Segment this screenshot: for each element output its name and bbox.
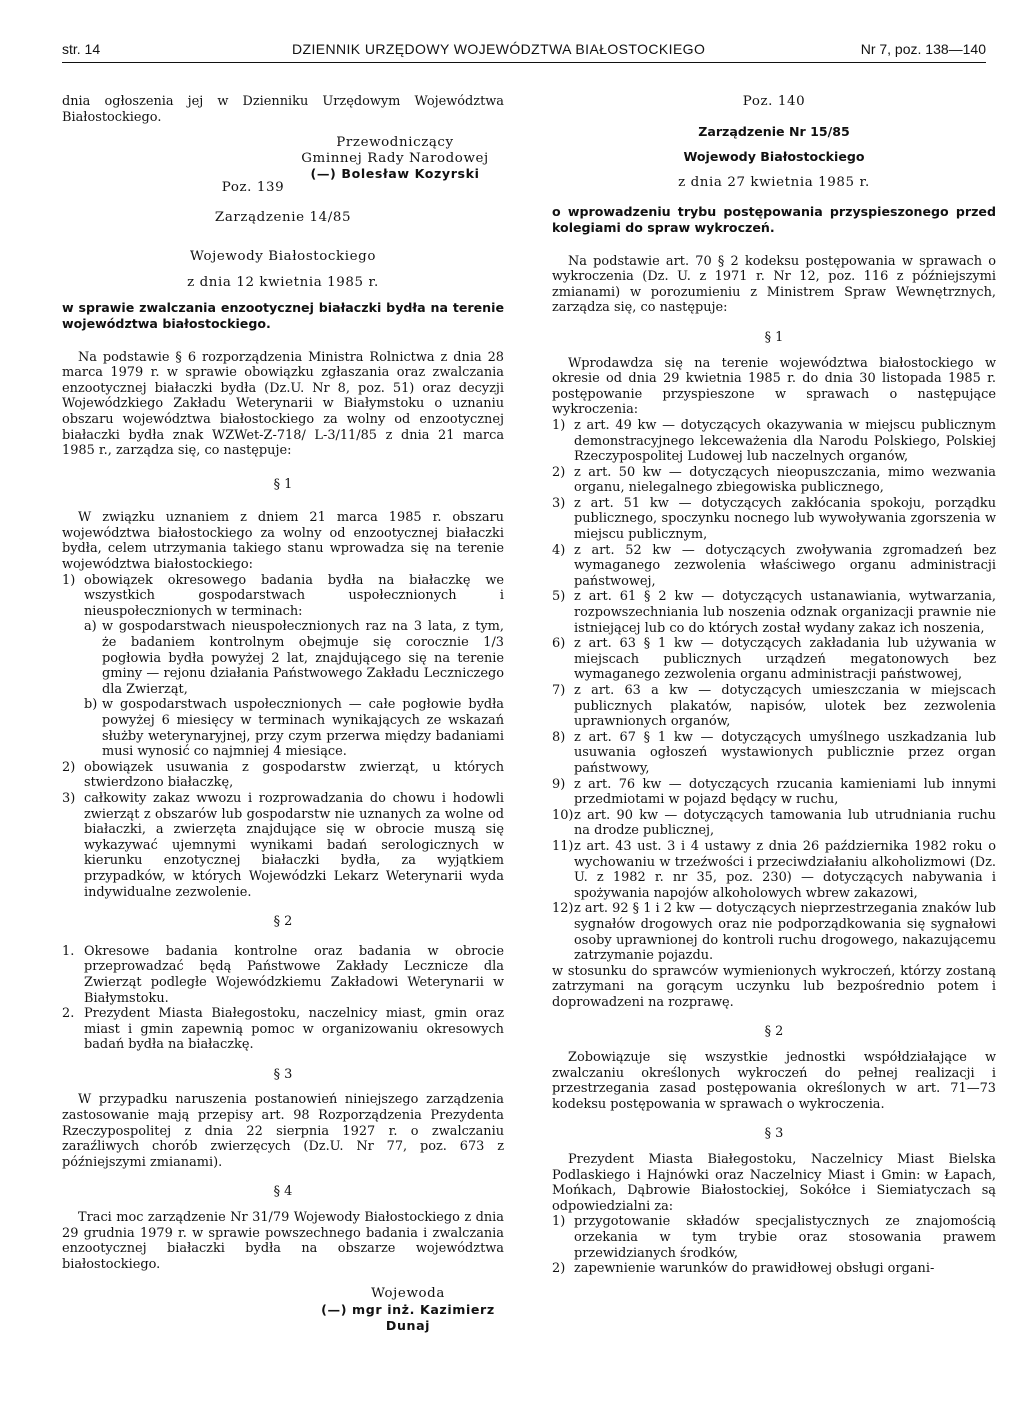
list-item: 1. Okresowe badania kontrolne oraz badania w obrocie przeprowadzać będą Państwowe Zakłady Lecznicze dla Zwierząt podległe Wojewódzkiemu Zakładowi Weterynarii w Białymstoku. (62, 943, 504, 1006)
regulation-subject: o wprowadzeniu trybu postępowania przyspieszonego przed kolegiami do spraw wykroczeń. (552, 204, 996, 235)
signature-role: Przewodniczący (336, 135, 454, 151)
list-item: 3) z art. 51 kw — dotyczących zakłócania spokoju, porządku publicznego, spoczynku nocnego lub wywoływania zgorszenia w miejscu publicznym, (552, 495, 996, 543)
list-item: 2. Prezydent Miasta Białegostoku, naczelnicy miast, gmin oraz miast i gmin zapewnią pomoc w organizowaniu okresowych badań bydła na białaczkę. (62, 1006, 504, 1053)
list-item: 4) z art. 52 kw — dotyczących zwoływania zgromadzeń bez wymaganego zezwolenia właściwego organu administracji państwowej, (552, 542, 996, 589)
signature-role: Wojewoda (371, 1286, 445, 1302)
issue-number: Nr 7, poz. 138—140 (860, 41, 986, 57)
list-item: 10) z art. 90 kw — dotyczących tamowania lub utrudniania ruchu na drodze publicznej, (552, 807, 996, 839)
section-4-heading: § 4 (273, 1184, 293, 1200)
regulation-subject: w sprawie zwalczania enzootycznej białaczki bydła na terenie województwa białostockiego. (62, 300, 504, 331)
signature-name: (—) mgr inż. Kazimierz Dunaj (321, 1302, 495, 1333)
position-number: Poz. 139 (221, 179, 285, 195)
intro-text: dnia ogłoszenia jej w Dzienniku Urzędowym Województwa Białostockiego. (62, 94, 504, 125)
section-2-text: Zobowiązuje się wszystkie jednostki współdziałające w zwalczaniu określonych wykroczeń do pełnej realizacji i przestrzegania zasad postępowania określonych w art. 71—73 kodeksu postępowania w sprawach o wykroczenia. (552, 1050, 996, 1112)
regulation-date: z dnia 12 kwietnia 1985 r. (187, 274, 379, 290)
left-column (62, 94, 504, 1333)
section-3-heading: § 3 (273, 1066, 293, 1082)
list-item: 1) z art. 49 kw — dotyczących okazywania w miejscu publicznym demonstracyjnego lekceważenia dla Narodu Polskiego, Polskiej Rzeczypospolitej Ludowej lub naczelnych organów, (552, 417, 996, 465)
journal-title: DZIENNIK URZĘDOWY WOJEWÓDZTWA BIAŁOSTOCKIEGO (292, 41, 706, 57)
issuing-authority: Wojewody Białostockiego (683, 149, 865, 165)
list-item: 8) z art. 67 § 1 kw — dotyczących umyślnego uszkadzania lub usuwania ogłoszeń wystawionych publicznie przez organ państwowy, (552, 729, 996, 776)
list-item: 9) z art. 76 kw — dotyczących rzucania kamieniami lub innymi przedmiotami w pojazd będący w ruchu, (552, 776, 996, 808)
list-item: b) w gospodarstwach uspołecznionych — całe pogłowie bydła powyżej 6 miesięcy w terminach wynikających ze wskazań służby weterynaryjnej, przy czym przerwa między badaniami musi wynosić co najmniej 4 miesiące. (84, 697, 504, 760)
list-item: 7) z art. 63 a kw — dotyczących umieszczania w miejscach publicznych plakatów, napisów, ulotek bez zezwolenia uprawnionych organów, (552, 683, 996, 730)
list-item: 6) z art. 63 § 1 kw — dotyczących zakładania lub używania w miejscach publicznych urządzeń megatonowych bez wymaganego zezwolenia organu administracji państwowej, (552, 636, 996, 683)
signature-body: Gminnej Rady Narodowej (301, 150, 489, 166)
issuing-authority: Wojewody Białostockiego (190, 249, 376, 265)
signature-chairman (292, 135, 504, 182)
section-1-sublist (62, 619, 504, 759)
section-1-text: Wprodawdza się na terenie województwa białostockiego w okresie od dnia 29 kwietnia 1985 r. do dnia 30 listopada 1985 r. postępowanie przyspieszone w sprawach o następujące wykroczenia: (552, 355, 996, 418)
list-item: 5) z art. 61 § 2 kw — dotyczących ustanawiania, wytwarzania, rozpowszechniania lub noszenia odznak organizacji prawnie nie istniejącej lub co do których został wydany zakaz ich noszenia, (552, 589, 996, 636)
section-1-text: W związku uznaniem z dniem 21 marca 1985 r. obszaru województwa białostockiego za wolny od enzootycznej białaczki bydła, celem utrzymania takiego stanu wprowadza się na terenie województwa białostockiego: (62, 510, 504, 573)
right-column (552, 94, 996, 1277)
page-number: str. 14 (62, 41, 101, 57)
regulation-date: z dnia 27 kwietnia 1985 r. (678, 174, 870, 190)
list-item: a) w gospodarstwach nieuspołecznionych raz na 3 lata, z tym, że badaniem kontrolnym obejmuje się corocznie 1/3 pogłowia bydła powyżej 2 lat, znajdującego się na terenie gminy — rejonu działania Państwowego Zakładu Leczniczego dla Zwierząt, (84, 619, 504, 697)
section-2-heading: § 2 (764, 1024, 784, 1040)
list-item: 3) całkowity zakaz wwozu i rozprowadzania do chowu i hodowli zwierząt z obszarów lub gospodarstw nie uznanych za wolne od białaczki, a zwierzęta znajdujące się w obrocie muszą się wykazywać ujemnymi wynikami badań serologicznych w kierunku enzotycznej białaczki bydła, za wyjątkiem przypadków, w których Wojewódzki Lekarz Weterynarii wyda indywidualne zezwolenie. (62, 790, 504, 900)
section-1-heading: § 1 (273, 476, 293, 492)
section-3-text: Prezydent Miasta Białegostoku, Naczelnicy Miast Bielska Podlaskiego i Hajnówki oraz Naczelnicy Miast i Gmin: w Łapach, Mońkach, Dąbrowie Białostockiej, Sokółce i Siemiatyczach są odpowiedzialni za: (552, 1152, 996, 1214)
regulation-title: Zarządzenie Nr 15/85 (698, 123, 850, 139)
offences-list (552, 418, 996, 964)
page-header (62, 40, 986, 63)
regulation-title: Zarządzenie 14/85 (214, 209, 352, 225)
list-item: 2) obowiązek usuwania z gospodarstw zwierząt, u których stwierdzono białaczkę, (62, 759, 504, 791)
section-3-text: W przypadku naruszenia postanowień niniejszego zarządzenia zastosowanie mają przepisy art. 98 Rozporządzenia Prezydenta Rzeczypospolitej z dnia 22 sierpnia 1927 r. o zwalczaniu zaraźliwych chorób zwierzęcych (Dz.U. Nr 77, poz. 673 z późniejszymi zmianami). (62, 1092, 504, 1170)
list-item: 11) z art. 43 ust. 3 i 4 ustawy z dnia 26 października 1982 roku o wychowaniu w trzeźwości i przeciwdziałaniu alkoholizmowi (Dz. U. z 1982 r. nr 35, poz. 230) — dotyczących nabywania i spożywania napojów alkoholowych wbrew zakazowi, (552, 838, 996, 901)
preamble: Na podstawie art. 70 § 2 kodeksu postępowania w sprawach o wykroczenia (Dz. U. z 1971 r. Nr 12, poz. 116 z późniejszymi zmianami) w porozumieniu z Ministrem Spraw Wewnętrznych, zarządza się, co następuje: (552, 253, 996, 316)
section-1-list (62, 573, 504, 620)
section-3-heading: § 3 (764, 1126, 784, 1142)
list-item: 1) obowiązek okresowego badania bydła na białaczkę we wszystkich gospodarstwach uspołecznionych i nieuspołecznionych w terminach: (62, 572, 504, 619)
signature-governor (312, 1286, 504, 1333)
section-1-heading: § 1 (764, 329, 784, 345)
list-item: 2) zapewnienie warunków do prawidłowej obsługi organi- (552, 1261, 935, 1277)
list-item: 1) przygotowanie składów specjalistycznych ze znajomością orzekania w tym trybie oraz stosowania prawem przewidzianych środków, (552, 1214, 996, 1261)
position-number: Poz. 140 (742, 94, 806, 109)
list-item: 2) z art. 50 kw — dotyczących nieopuszczania, mimo wezwania organu, nielegalnego zbiegowiska publicznego, (552, 464, 996, 496)
preamble: Na podstawie § 6 rozporządzenia Ministra Rolnictwa z dnia 28 marca 1979 r. w sprawie obowiązku zgłaszania oraz zwalczania enzootycznej białaczki bydła (Dz.U. Nr 8, poz. 51) oraz decyzji Wojewódzkiego Zakładu Weterynarii w Białymstoku o uznaniu obszaru województwa białostockiego za wolny od enzootycznej białaczki bydła znak WZWet-Z-718/ L-3/11/85 z dnia 21 marca 1985 r., zarządza się, co następuje: (62, 349, 504, 459)
section-1-closing: w stosunku do sprawców wymienionych wykroczeń, którzy zostaną zatrzymani na gorącym uczynku lub bezpośrednio potem i doprowadzeni na rozprawę. (552, 963, 996, 1010)
section-4-text: Traci moc zarządzenie Nr 31/79 Wojewody Białostockiego z dnia 29 grudnia 1979 r. w sprawie powszechnego badania i zwalczania enzootycznej białaczki bydła na obszarze województwa białostockiego. (62, 1210, 504, 1272)
list-item: 12) z art. 92 § 1 i 2 kw — dotyczących nieprzestrzegania znaków lub sygnałów drogowych oraz nie podporządkowania się sygnałowi osoby uprawnionej do kontroli ruchu drogowego, nakazującemu zatrzymanie pojazdu. (552, 901, 996, 964)
signature-name: (—) Bolesław Kozyrski (310, 166, 480, 182)
section-2-heading: § 2 (273, 914, 293, 930)
